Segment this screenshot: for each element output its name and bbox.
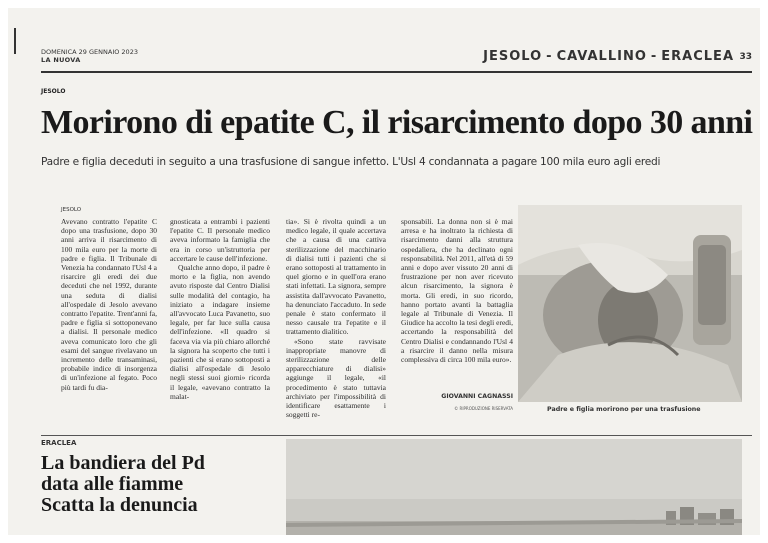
issue-date: DOMENICA 29 GENNAIO 2023	[41, 48, 138, 56]
publication-name: LA NUOVA	[41, 56, 81, 64]
article-column-1	[61, 217, 157, 427]
photo-caption: Padre e figlia morirono per una trasfusione	[547, 406, 701, 413]
paragraph: «Sono state ravvisate inappropriate manovre di sterilizzazione delle apparecchiature di dialisi» aggiunge il legale, «il procedimento è stato tuttavia archiviato per l'impossibilità di identificare esattamente i soggetti re-	[286, 336, 386, 420]
masthead-rule	[41, 71, 752, 73]
dialysis-photo-illustration	[518, 205, 742, 402]
article-column-2	[170, 217, 270, 427]
article-dateline: JESOLO	[61, 207, 82, 213]
article-subhead: Padre e figlia deceduti in seguito a una trasfusione di sangue infetto. L'Usl 4 condannata a pagare 100 mila euro agli eredi	[41, 156, 661, 168]
second-article-headline	[41, 453, 281, 516]
headline-line: La bandiera del Pd	[41, 452, 205, 474]
article-headline: Morirono di epatite C, il risarcimento dopo 30 anni	[41, 104, 753, 141]
section-dash: -	[546, 49, 553, 64]
section-dash: -	[650, 49, 658, 64]
headline-line: data alle fiamme	[41, 473, 184, 495]
margin-mark	[14, 28, 16, 54]
section-title-part: ERACLEA	[661, 49, 734, 64]
paragraph: gnosticata a entrambi i pazienti l'epatite C. Il personale medico aveva informato la famiglia che era in corso un'istruttoria per accertare le cause dell'infezione.	[170, 217, 270, 263]
article-column-3	[286, 217, 386, 427]
rights-notice: © RIPRODUZIONE RISERVATA	[454, 406, 513, 411]
coastline-photo-illustration	[286, 439, 742, 535]
newspaper-page	[8, 8, 760, 535]
section-title-part: CAVALLINO	[556, 49, 647, 64]
article-column-4	[401, 217, 513, 389]
paragraph: tia». Si è rivolta quindi a un medico legale, il quale accertava che a causa di una cattiva sterilizzazione del macchinario di dialisi tutti i pazienti che si erano sottoposti al trattamento in quel giorno e in quell'ora erano stati infettati. La signora, sempre assistita dall'avvocato Pavanetto, ha denunciato l'accaduto. In sede penale è stato confermato il nesso causale tra l'epatite e il trattamento dialitico.	[286, 217, 386, 337]
page-number: 33	[739, 52, 752, 62]
article-divider	[41, 435, 752, 436]
author-signature: GIOVANNI CAGNASSI	[441, 393, 513, 400]
paragraph: Qualche anno dopo, il padre è morto e la figlia, non avendo avuto risposte dal Centro Dialisi sulle modalità del contagio, ha iniziato a indagare insieme all'avvocato Luca Pavanetto, suo legale, per far luce sulla causa dell'infezione. «Il quadro si faceva via via più chiaro allorché la signora ha scoperto che tutti i pazienti che si erano sottoposti a dialisi all'ospedale di Jesolo negli stessi suoi giorni» ricorda il legale, «avevano contratto la malat-	[170, 263, 270, 401]
paragraph: sponsabili. La donna non si è mai arresa e ha inoltrato la richiesta di risarcimento danni alla struttura ospedaliera, che ha declinato ogni responsabilità. Nel 2011, all'età di 59 anni e dopo aver vissuto 20 anni di frustrazione per non aver ricevuto alcun risarcimento, la signora è morta. Gli eredi, in suo ricordo, hanno portato avanti la battaglia legale al Tribunale di Venezia. Il Giudice ha accolto la tesi degli eredi, accertando la responsabilità del Centro Dialisi e condannando l'Usl 4 a risarcire il danno nella misura complessiva di circa 100 mila euro».	[401, 217, 513, 365]
second-article-photo	[286, 439, 742, 535]
section-title	[483, 49, 734, 64]
headline-line: Scatta la denuncia	[41, 494, 198, 516]
second-article-kicker: ERACLEA	[41, 439, 77, 447]
article-photo	[518, 205, 742, 402]
masthead-date-block	[41, 48, 138, 64]
section-title-part: JESOLO	[483, 49, 543, 64]
article-kicker: JESOLO	[41, 88, 66, 95]
paragraph: Avevano contratto l'epatite C dopo una trasfusione, dopo 30 anni arriva il risarcimento di 100 mila euro per la morte di padre e figlia. Il Tribunale di Venezia ha condannato l'Usl 4 a risarcire gli eredi dei due deceduti che nel 1992, durante una seduta di dialisi all'ospedale di Jesolo avevano contratto l'epatite. Trent'anni fa, padre e figlia si sottoponevano a dialisi. Il personale medico aveva comunicato loro che gli esami del sangue rivelavano un incremento delle transaminasi, probabile indice di insorgenza di un'infezione al fegato. Poco più tardi fu dia-	[61, 217, 157, 392]
